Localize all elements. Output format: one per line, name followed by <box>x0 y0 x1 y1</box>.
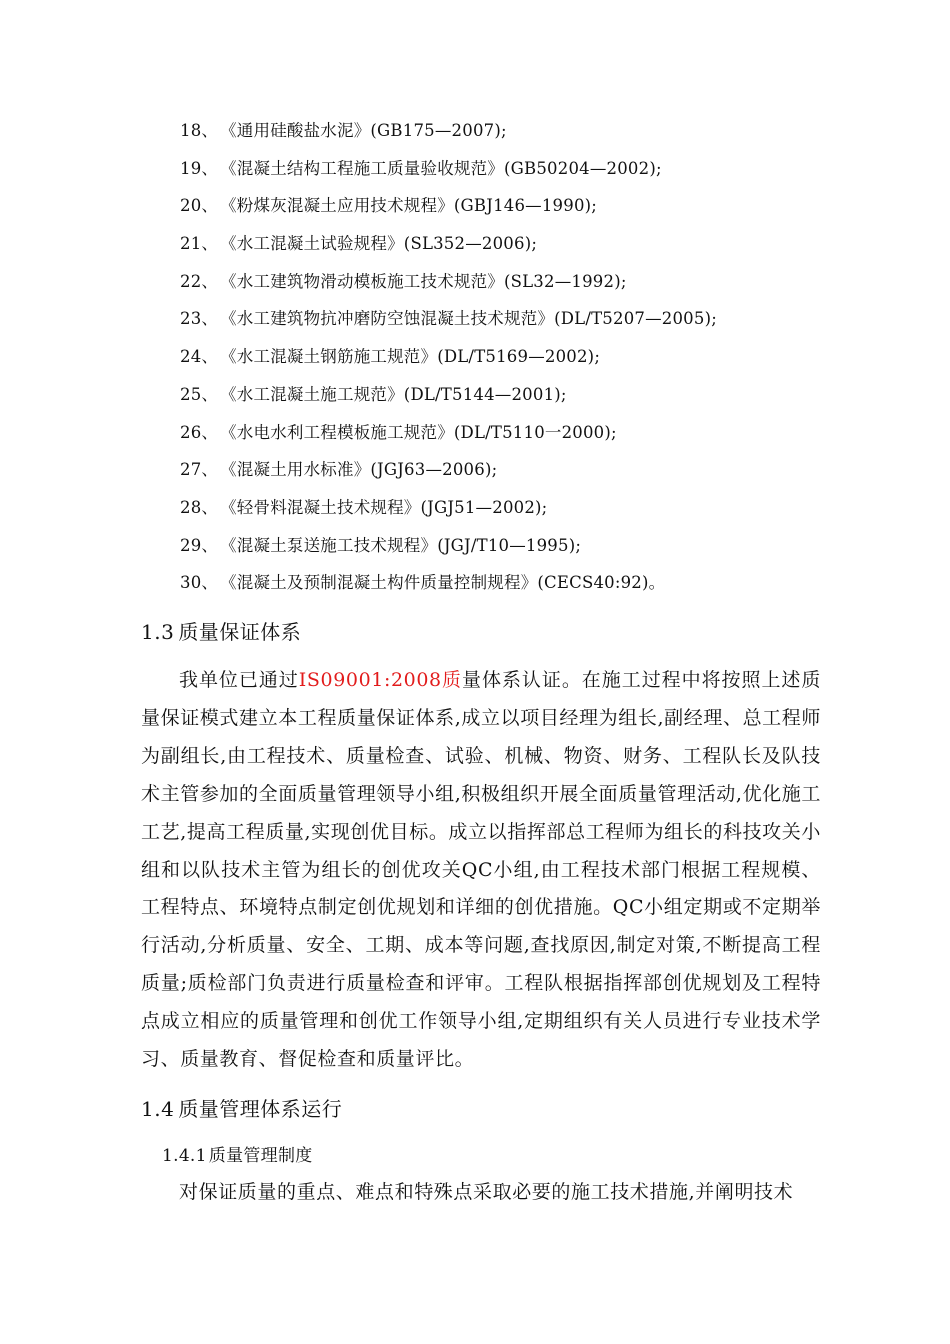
reference-item <box>180 414 880 452</box>
iso-certification-highlight: IS09001:2008质 <box>298 669 463 691</box>
reference-title: 《混凝土用水标准》(JGJ63—2006); <box>220 460 498 480</box>
reference-separator: 、 <box>201 196 219 216</box>
reference-title: 《水工建筑物滑动模板施工技术规范》(SL32—1992); <box>220 271 627 291</box>
section-heading-1-3 <box>141 616 301 645</box>
reference-number: 20 <box>180 196 202 216</box>
reference-number: 29 <box>180 535 202 555</box>
reference-separator: 、 <box>201 271 219 291</box>
subsection-number: 1.4.1 <box>162 1146 207 1166</box>
reference-number: 19 <box>180 158 202 178</box>
reference-item <box>180 564 880 602</box>
reference-item <box>180 187 880 225</box>
reference-separator: 、 <box>201 422 219 442</box>
subsection-title: 质量管理制度 <box>208 1146 313 1166</box>
reference-title: 《通用硅酸盐水泥》(GB175—2007); <box>220 121 507 140</box>
subsection-heading-1-4-1 <box>162 1141 313 1166</box>
reference-title: 《水工混凝土试验规程》(SL352—2006); <box>220 234 538 254</box>
reference-title: 《轻骨料混凝土技术规程》(JGJ51—2002); <box>220 497 548 517</box>
paragraph-text-rest: 量体系认证。在施工过程中将按照上述质量保证模式建立本工程质量保证体系,成立以项目经理为组长,副经理、总工程师为副组长,由工程技术、质量检查、试验、机械、物资、财务、工程队长及队技术主管参加的全面质量管理领导小组,积极组织开展全面质量管理活动,优化施工工艺,提高工程质量,实现创优目标。成立以指挥部总工程师为组长的科技攻关小组和以队技术主管为组长的创优攻关QC小组,由工程技术部门根据工程规模、工程特点、环境特点制定创优规划和详细的创优措施。QC小组定期或不定期举行活动,分析质量、安全、工期、成本等问题,查找原因,制定对策,不断提高工程质量;质检部门负责进行质量检查和评审。工程队根据指挥部创优规划及工程特点成立相应的质量管理和创优工作领导小组,定期组织有关人员进行专业技术学习、质量教育、督促检查和质量评比。 <box>141 669 821 1071</box>
reference-item <box>180 451 880 489</box>
reference-title: 《水电水利工程模板施工规范》(DL/T5110一2000); <box>220 422 617 442</box>
reference-number: 30 <box>180 573 202 593</box>
reference-separator: 、 <box>201 384 219 404</box>
reference-separator: 、 <box>201 497 219 517</box>
reference-item <box>180 300 880 338</box>
reference-separator: 、 <box>201 535 219 555</box>
reference-item <box>180 489 880 527</box>
reference-item <box>180 225 880 263</box>
reference-item <box>180 527 880 565</box>
section-title: 质量管理体系运行 <box>178 1097 343 1121</box>
reference-separator: 、 <box>201 347 219 367</box>
reference-separator: 、 <box>201 234 219 254</box>
section-title: 质量保证体系 <box>178 620 302 644</box>
reference-number: 23 <box>180 309 202 329</box>
reference-item <box>180 112 880 150</box>
reference-title: 《混凝土结构工程施工质量验收规范》(GB50204—2002); <box>220 158 662 178</box>
reference-number: 18 <box>180 121 202 140</box>
reference-standards-list <box>180 112 880 602</box>
reference-number: 22 <box>180 271 202 291</box>
reference-item <box>180 338 880 376</box>
reference-separator: 、 <box>201 309 219 329</box>
reference-title: 《水工混凝土施工规范》(DL/T5144—2001); <box>220 384 567 404</box>
reference-separator: 、 <box>201 158 219 178</box>
section-number: 1.4 <box>141 1097 175 1121</box>
paragraph-text-start: 我单位已通过 <box>179 669 299 691</box>
reference-number: 28 <box>180 497 202 517</box>
reference-title: 《水工混凝土钢筋施工规范》(DL/T5169—2002); <box>220 347 601 367</box>
section-number: 1.3 <box>141 620 175 644</box>
reference-item <box>180 376 880 414</box>
section-heading-1-4 <box>141 1093 342 1122</box>
reference-title: 《水工建筑物抗冲磨防空蚀混凝土技术规范》(DL/T5207—2005); <box>220 309 717 329</box>
reference-item <box>180 150 880 188</box>
reference-separator: 、 <box>201 121 219 140</box>
reference-number: 27 <box>180 460 202 480</box>
reference-title: 《粉煤灰混凝土应用技术规程》(GBJ146—1990); <box>220 196 598 216</box>
reference-number: 21 <box>180 234 202 254</box>
reference-number: 24 <box>180 347 202 367</box>
reference-item <box>180 263 880 301</box>
quality-management-paragraph: 对保证质量的重点、难点和特殊点采取必要的施工技术措施,并阐明技术 <box>179 1181 794 1203</box>
reference-number: 26 <box>180 422 202 442</box>
reference-title: 《混凝土泵送施工技术规程》(JGJ/T10—1995); <box>220 535 582 555</box>
reference-number: 25 <box>180 384 202 404</box>
reference-separator: 、 <box>201 573 219 593</box>
reference-separator: 、 <box>201 460 219 480</box>
reference-title: 《混凝土及预制混凝土构件质量控制规程》(CECS40:92)。 <box>220 573 666 593</box>
quality-assurance-paragraph <box>141 662 821 1079</box>
